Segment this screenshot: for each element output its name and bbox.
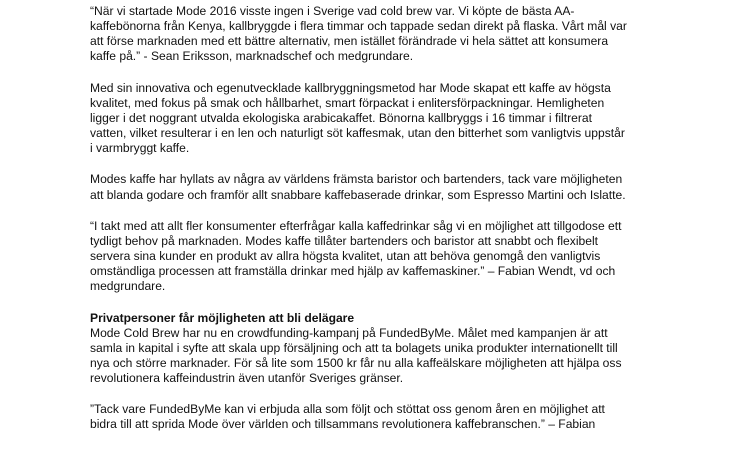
text-line: tydligt behov på marknaden. Modes kaffe tillåter bartenders och baristor att snabbt och flexibelt — [90, 233, 599, 248]
text-line: servera sina kunder en produkt av allra högsta kvalitet, utan att behöva genomgå den vanligtvis — [90, 249, 601, 264]
founder-quote-paragraph — [90, 4, 715, 65]
text-line: samla in kapital i syfte att skala upp försäljning och att ta bolagets unika produkter internationellt till — [90, 340, 618, 355]
text-line: nya och större marknader. För så lite som 1500 kr får nu alla kaffeälskare möjligheten att hjälpa oss — [90, 355, 622, 370]
text-line: Mode Cold Brew har nu en crowdfunding-kampanj på FundedByMe. Målet med kampanjen är att — [90, 325, 608, 340]
text-line: i varmbryggt kaffe. — [90, 141, 190, 156]
brewing-method-paragraph — [90, 81, 715, 157]
text-line: kaffebönorna från Kenya, kallbryggde i flera timmar och tappade sedan direkt på flaska. Vårt mål var — [90, 19, 627, 34]
text-line: revolutionera kaffeindustrin även utanför Sveriges gränser. — [90, 371, 404, 386]
text-line: kvalitet, med fokus på smak och hållbarhet, smart förpackat i enlitersförpackningar. Hemligheten — [90, 95, 605, 110]
text-line: Med sin innovativa och egenutvecklade kallbryggningsmetod har Mode skapat ett kaffe av högsta — [90, 80, 611, 95]
text-line: omständliga processen att framställa drinkar med hjälp av kaffemaskiner.” – Fabian Wendt, vd och — [90, 264, 616, 279]
section-heading: Privatpersoner får möjligheten att bli delägare — [90, 310, 355, 325]
document-body — [90, 4, 715, 449]
text-line: ligger i det noggrant utvalda ekologiska arabicakaffet. Bönorna kallbryggs i 16 timmar i filtrerat — [90, 110, 592, 125]
text-line: Modes kaffe har hyllats av några av världens främsta baristor och bartenders, tack vare möjligheten — [90, 172, 623, 187]
text-line: att förse marknaden med ett bättre alternativ, men istället förändrade vi hela sättet att konsumera — [90, 34, 609, 49]
crowdfunding-section — [90, 311, 715, 387]
ceo-quote-paragraph — [90, 219, 715, 295]
text-line: att blanda godare och framför allt snabbare kaffebaserade drinkar, som Espresso Martini och Islatte. — [90, 187, 626, 202]
fundedbyme-quote-paragraph — [90, 402, 715, 432]
text-line: medgrundare. — [90, 279, 166, 294]
text-line: kaffe på.” - Sean Eriksson, marknadschef och medgrundare. — [90, 49, 414, 64]
praise-paragraph — [90, 172, 715, 202]
text-line: ”Tack vare FundedByMe kan vi erbjuda alla som följt och stöttat oss genom åren en möjlighet att — [90, 402, 605, 417]
text-line: bidra till att sprida Mode över världen och tillsammans revolutionera kaffebranschen.” – Fabian — [90, 417, 596, 432]
text-line: “I takt med att allt fler konsumenter efterfrågar kalla kaffedrinkar såg vi en möjlighet att tillgodose ett — [90, 218, 622, 233]
text-line: “När vi startade Mode 2016 visste ingen i Sverige vad cold brew var. Vi köpte de bästa AA- — [90, 4, 575, 18]
text-line: vatten, vilket resulterar i en len och naturligt söt kaffesmak, utan den bitterhet som vanligtvis uppstår — [90, 126, 625, 141]
